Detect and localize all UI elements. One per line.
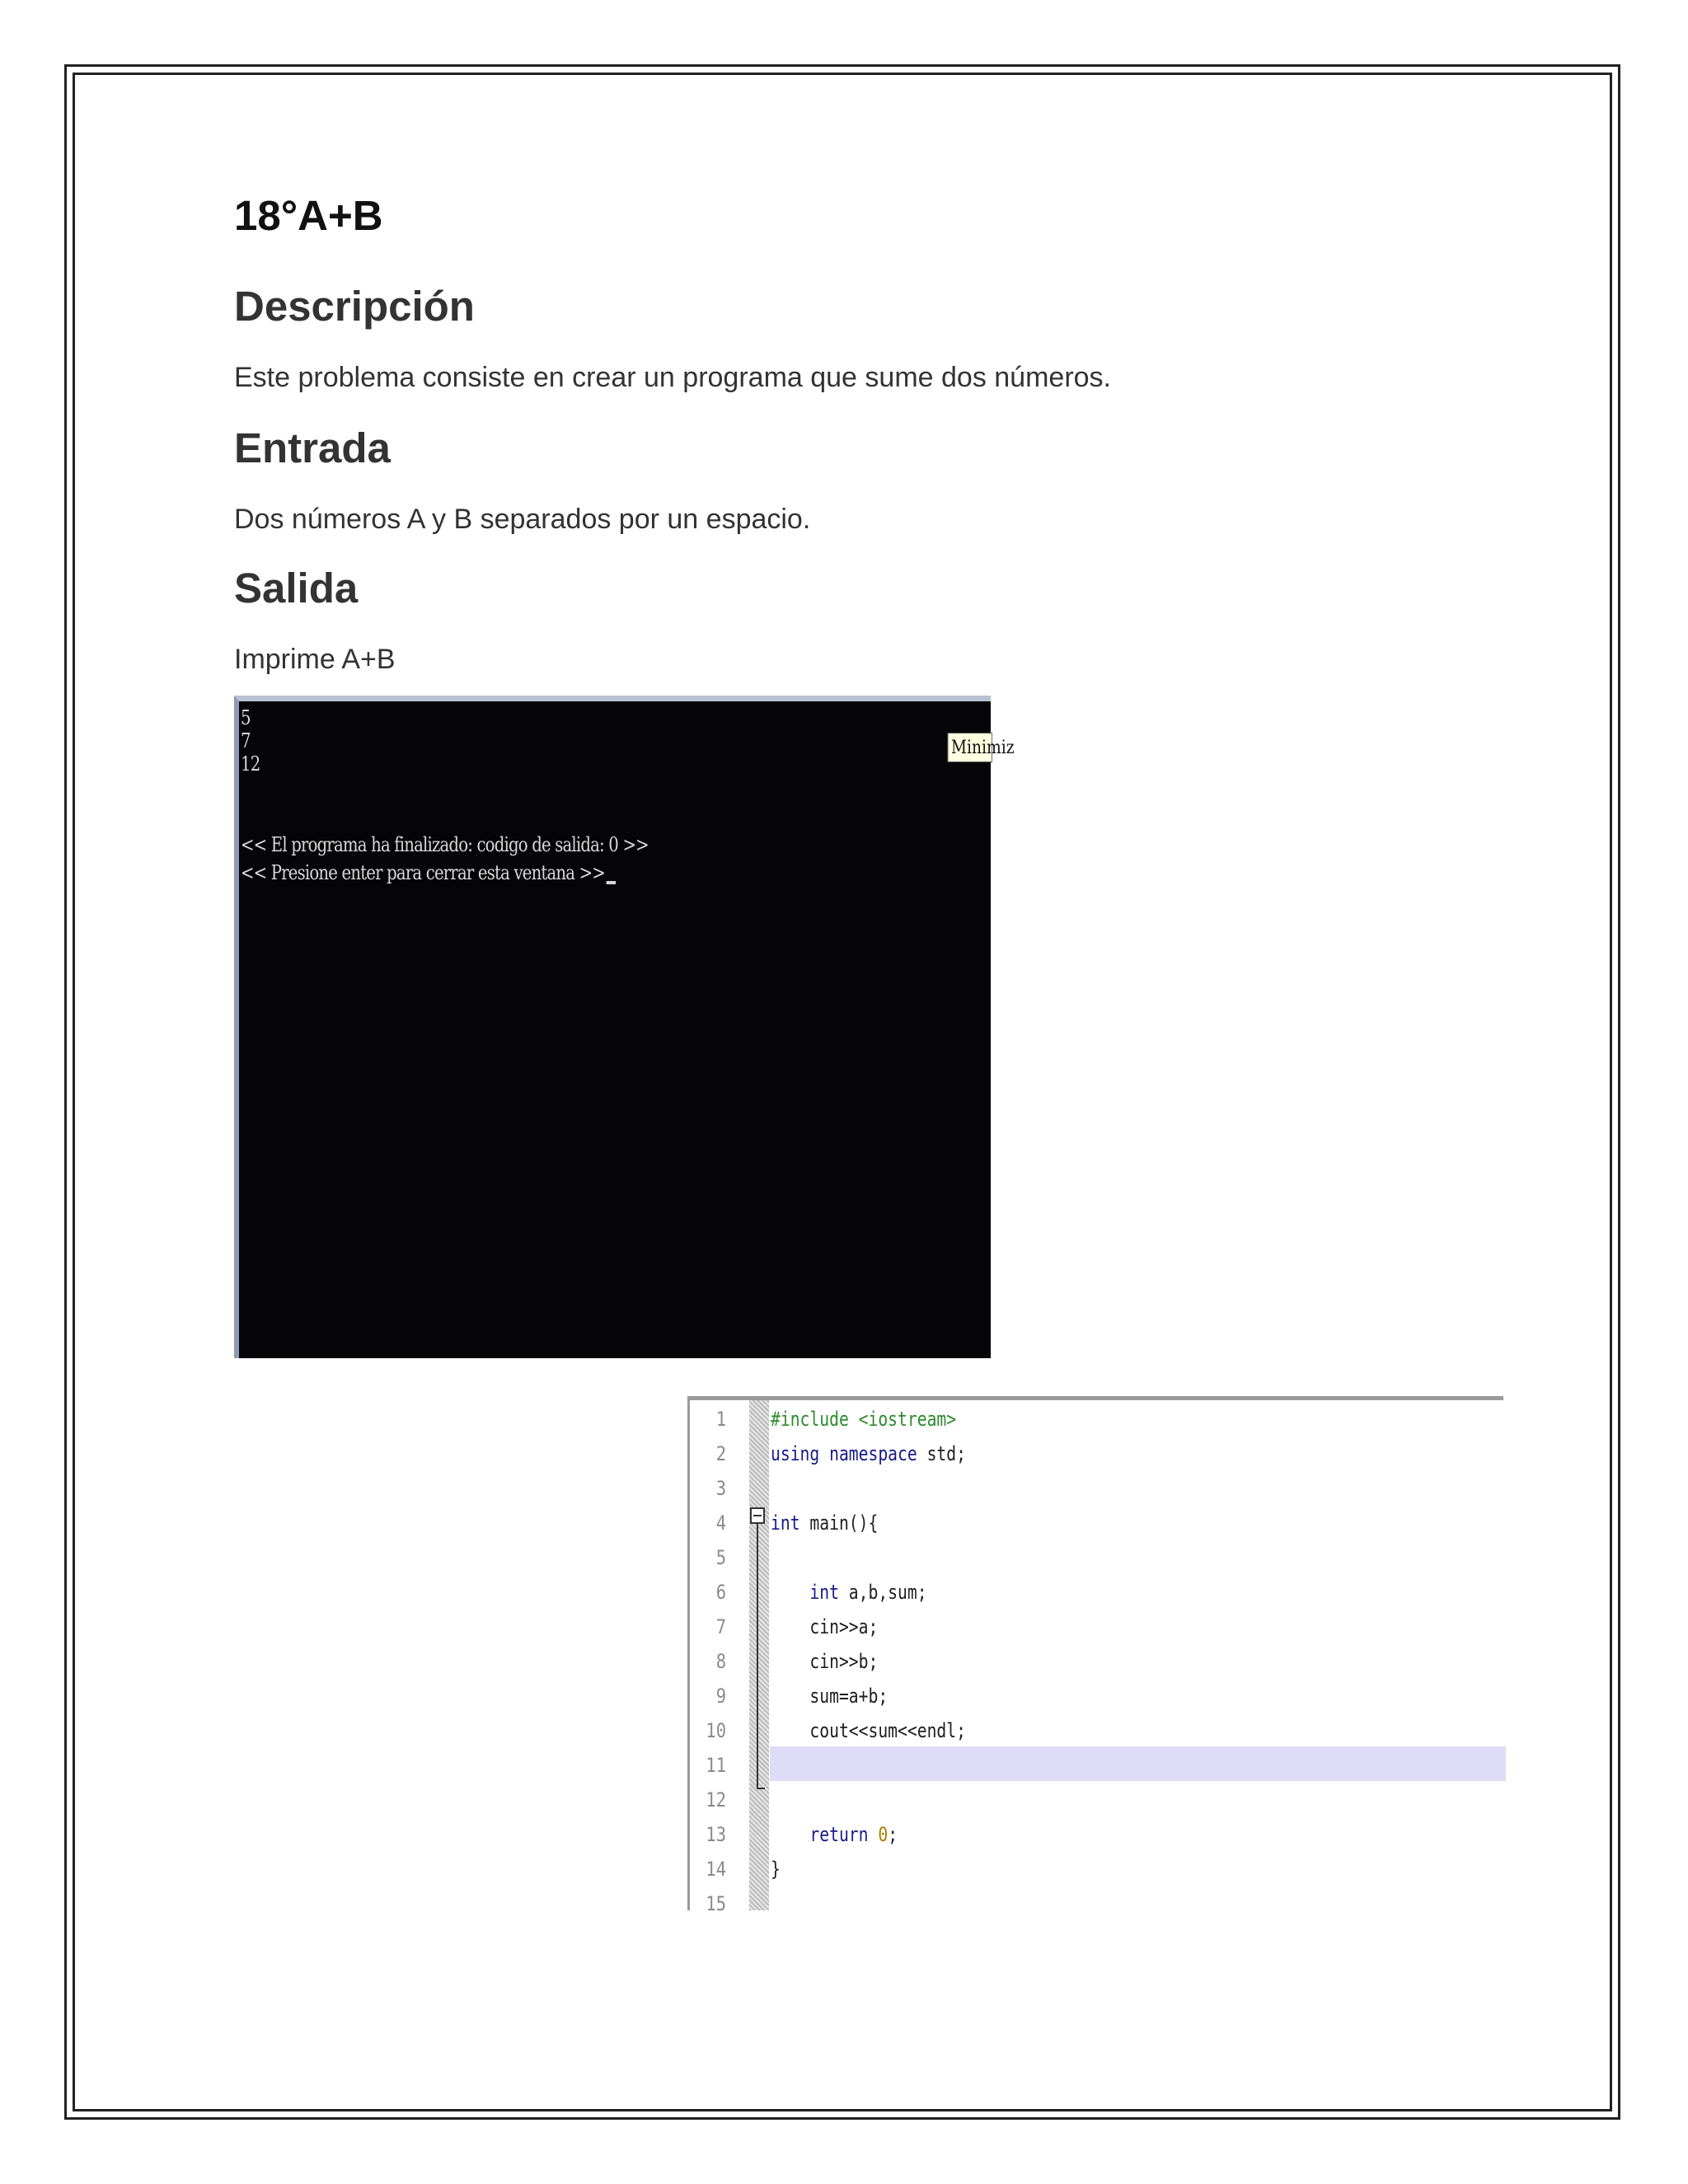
problem-title: 18°A+B	[234, 192, 383, 239]
code-token: #include <iostream>	[771, 1408, 957, 1431]
code-line[interactable]	[690, 1886, 1503, 1921]
code-token: std;	[917, 1442, 966, 1465]
code-line[interactable]	[690, 1783, 1503, 1817]
line-number: 4	[715, 1511, 726, 1535]
console-line: << El programa ha finalizado: codigo de salida: 0 >>	[241, 833, 649, 856]
console-line-text: << Presione enter para cerrar esta ventana >>	[241, 861, 605, 884]
code-token: int	[809, 1581, 839, 1604]
console-line: 12	[241, 752, 260, 776]
code-text	[771, 1436, 966, 1471]
line-number: 14	[706, 1858, 726, 1881]
line-number: 5	[715, 1546, 726, 1569]
output-heading: Salida	[234, 565, 359, 612]
code-token	[771, 1823, 809, 1846]
code-token	[771, 1581, 809, 1604]
code-token	[868, 1823, 878, 1846]
code-editor-screenshot	[687, 1396, 1503, 1915]
line-number: 6	[715, 1581, 726, 1604]
code-line[interactable]	[690, 1471, 1503, 1506]
description-text: Este problema consiste en crear un programa que sume dos números.	[234, 362, 1111, 393]
code-line[interactable]	[690, 1540, 1503, 1575]
code-text	[771, 1644, 878, 1679]
code-line[interactable]	[690, 1713, 1503, 1748]
code-token: cin>>b;	[771, 1650, 879, 1673]
code-token: main(){	[799, 1511, 879, 1535]
code-text	[771, 1713, 966, 1748]
code-token: return	[809, 1823, 869, 1846]
line-number: 3	[715, 1477, 726, 1500]
code-token: }	[771, 1858, 781, 1881]
code-text	[771, 1575, 927, 1610]
code-text	[771, 1402, 956, 1436]
console-screenshot	[234, 696, 1015, 1358]
code-line[interactable]	[690, 1436, 1503, 1471]
code-line[interactable]	[690, 1679, 1503, 1713]
code-line[interactable]	[690, 1644, 1503, 1679]
code-token: 0	[878, 1823, 889, 1846]
code-text	[771, 1679, 888, 1713]
line-number: 2	[715, 1442, 726, 1465]
line-number: 9	[715, 1685, 726, 1708]
output-text: Imprime A+B	[234, 644, 396, 675]
line-number: 12	[706, 1788, 726, 1811]
console-line: 5	[241, 706, 251, 729]
code-token: cin>>a;	[771, 1615, 879, 1638]
line-number: 11	[706, 1754, 726, 1777]
code-line[interactable]	[690, 1610, 1503, 1644]
code-token: using	[771, 1442, 820, 1465]
input-heading: Entrada	[234, 424, 391, 471]
problem-content	[234, 190, 1503, 675]
line-number: 1	[715, 1408, 726, 1431]
code-line[interactable]	[690, 1748, 1503, 1783]
code-token: a,b,sum;	[838, 1581, 927, 1604]
code-token: namespace	[829, 1442, 917, 1465]
code-line[interactable]	[690, 1402, 1503, 1436]
code-line[interactable]	[690, 1817, 1503, 1852]
line-number: 8	[715, 1650, 726, 1673]
console-line	[241, 861, 616, 884]
code-line[interactable]	[690, 1575, 1503, 1610]
console-line: 7	[241, 729, 251, 752]
code-text	[771, 1506, 878, 1540]
line-number: 7	[715, 1615, 726, 1638]
code-token: sum=a+b;	[771, 1685, 889, 1708]
code-token: int	[771, 1511, 800, 1535]
input-text: Dos números A y B separados por un espacio.	[234, 504, 811, 535]
description-heading: Descripción	[234, 283, 475, 330]
code-token	[819, 1442, 829, 1465]
code-token: ;	[888, 1823, 898, 1846]
code-line[interactable]	[690, 1852, 1503, 1886]
code-text	[771, 1852, 781, 1886]
code-text	[771, 1610, 878, 1644]
code-text	[771, 1817, 898, 1852]
line-number: 15	[706, 1892, 726, 1915]
code-token: cout<<sum<<endl;	[771, 1719, 966, 1742]
code-line[interactable]	[690, 1506, 1503, 1540]
minimize-tooltip: Minimiz	[948, 733, 992, 762]
cursor-icon	[607, 881, 616, 884]
line-number: 10	[706, 1719, 726, 1742]
line-number: 13	[706, 1823, 726, 1846]
